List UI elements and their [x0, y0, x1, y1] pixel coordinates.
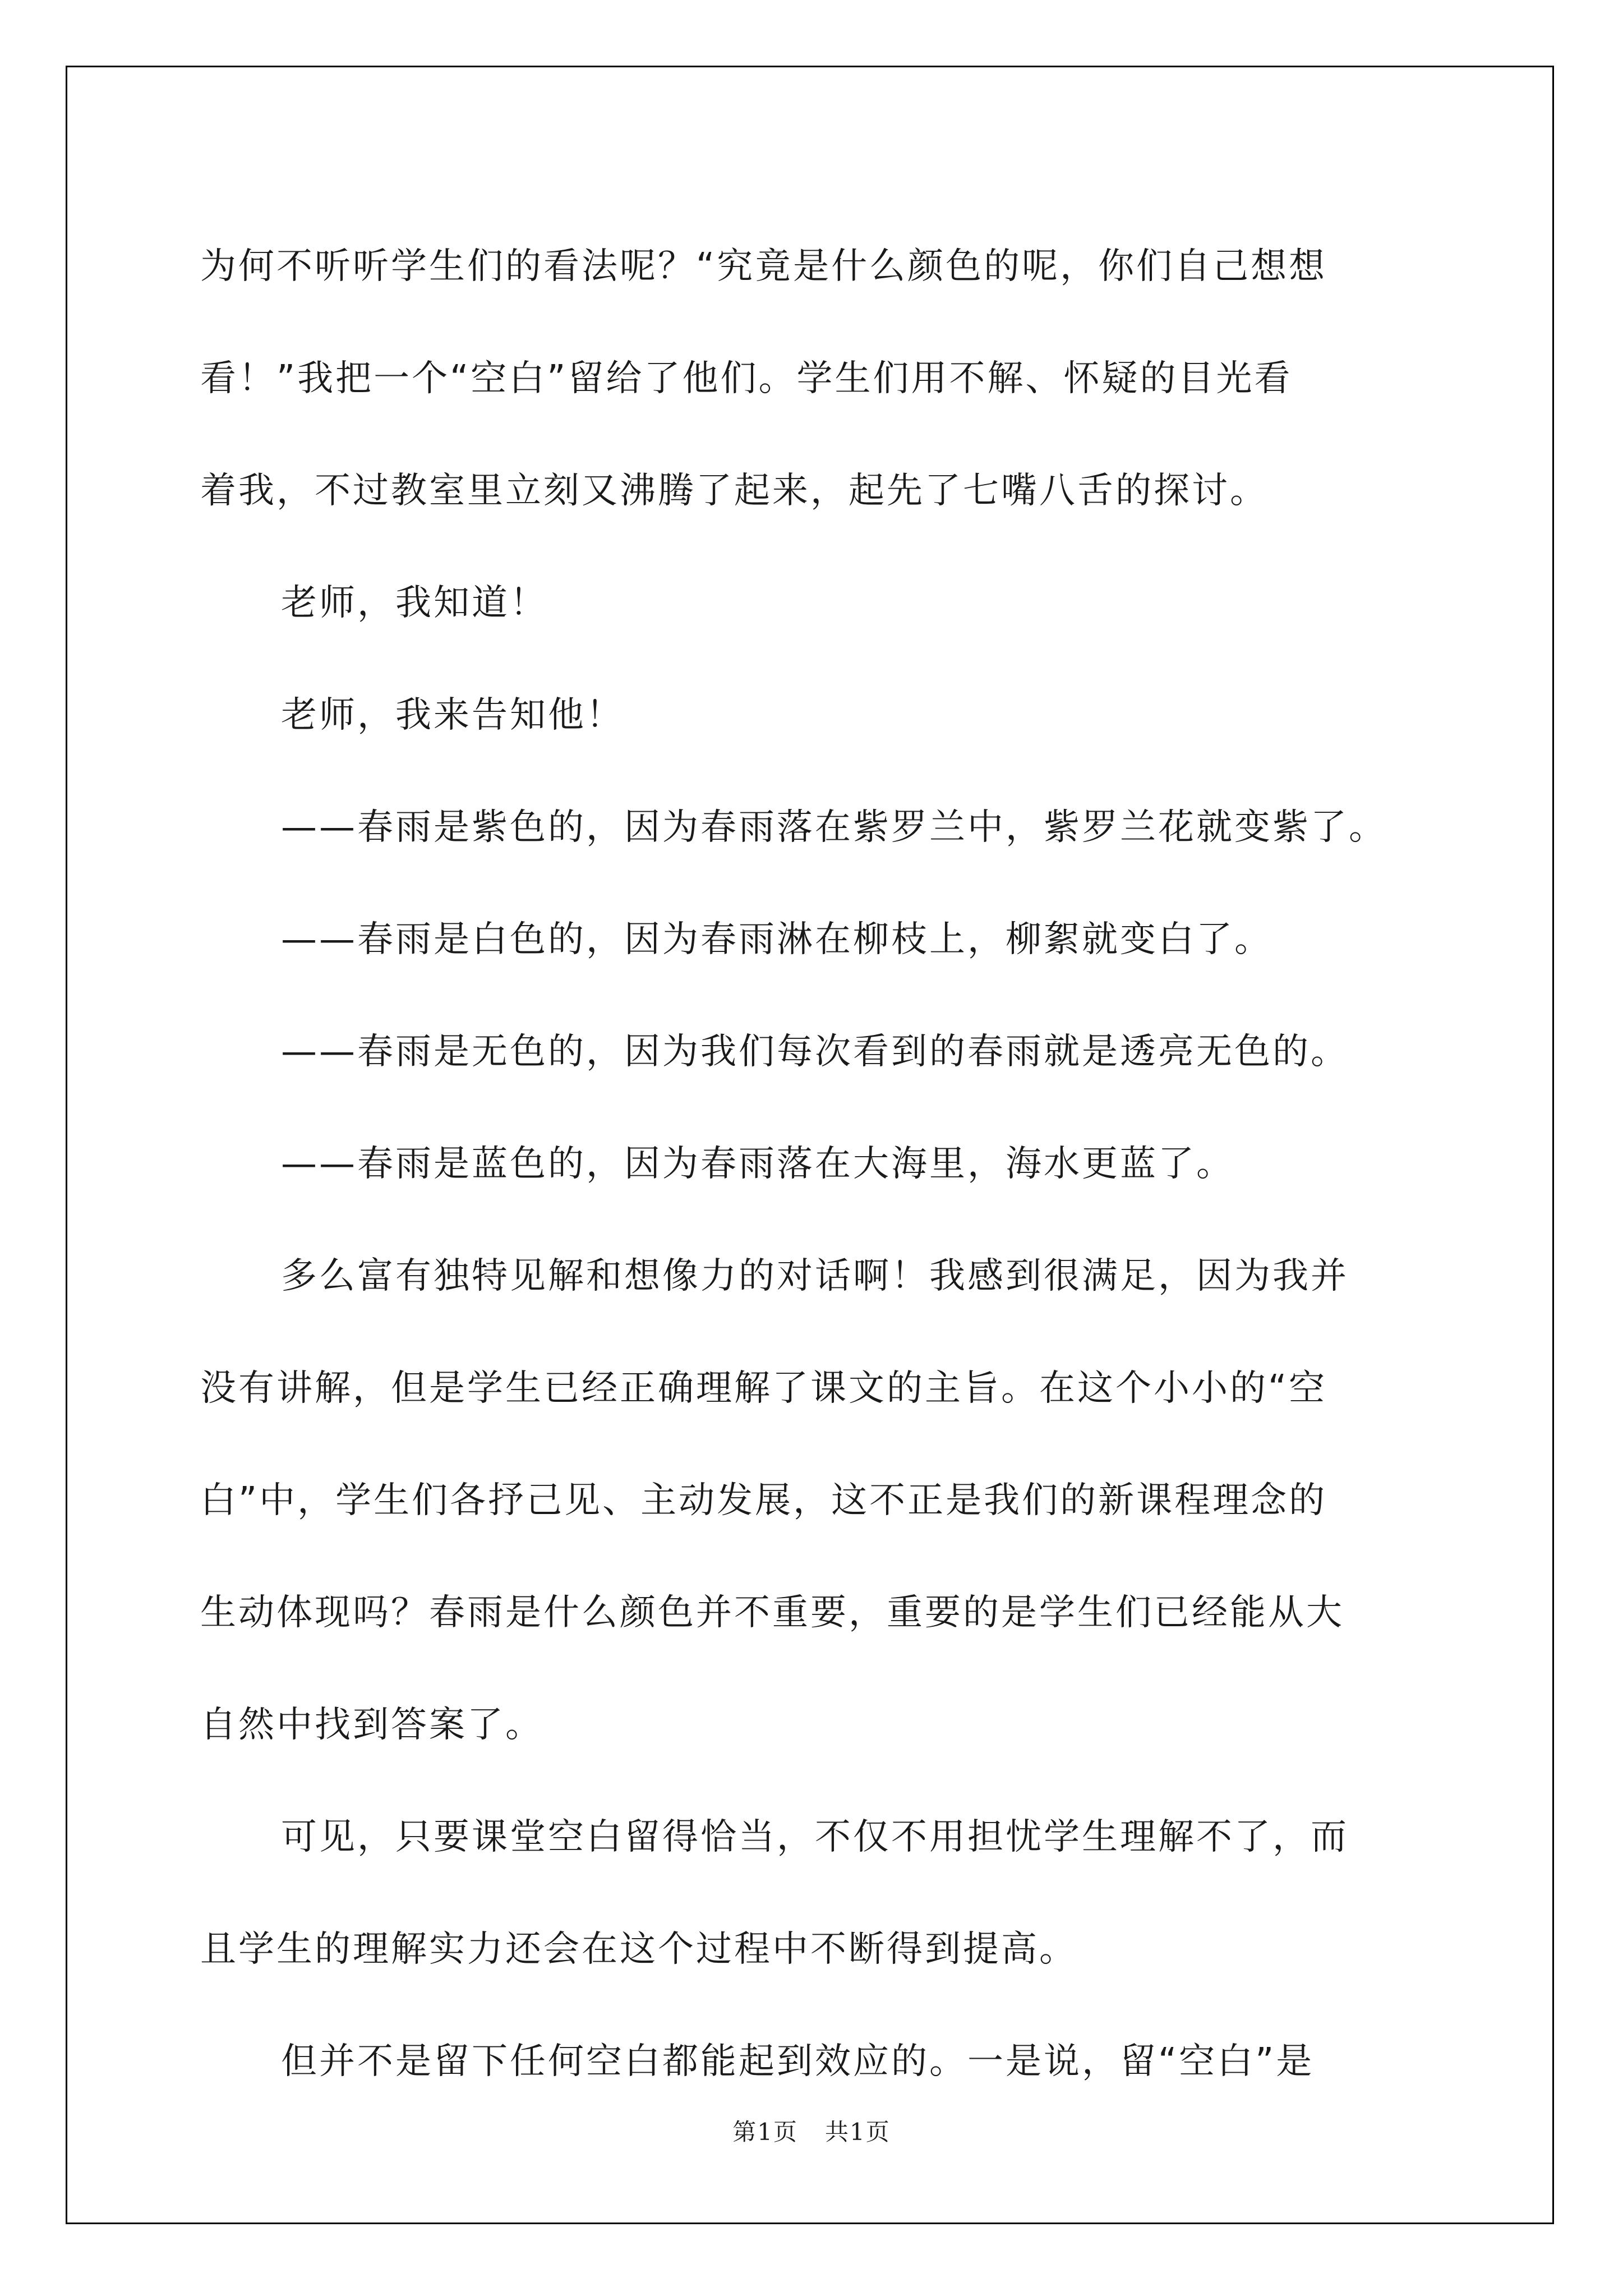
text-line: 生动体现吗？春雨是什么颜色并不重要，重要的是学生们已经能从大: [200, 1592, 1344, 1634]
text-line: 可见，只要课堂空白留得恰当，不仅不用担忧学生理解不了，而: [281, 1816, 1349, 1858]
page-footer: [0, 2114, 1623, 2147]
text-line: 没有讲解，但是学生已经正确理解了课文的主旨。在这个小小的“空: [200, 1368, 1327, 1409]
text-line: ——春雨是蓝色的，因为春雨落在大海里，海水更蓝了。: [281, 1143, 1234, 1185]
text-line: 着我，不过教室里立刻又沸腾了起来，起先了七嘴八舌的探讨。: [200, 470, 1268, 512]
page-total: 共1页: [825, 2118, 891, 2146]
text-line: 看！”我把一个“空白”留给了他们。学生们用不解、怀疑的目光看: [200, 358, 1293, 399]
text-line: 但并不是留下任何空白都能起到效应的。一是说，留“空白”是: [281, 2041, 1315, 2082]
text-line: 老师，我知道！: [281, 582, 548, 624]
text-line: 老师，我来告知他！: [281, 694, 624, 736]
document-body: [200, 210, 1473, 2118]
text-line: ——春雨是无色的，因为我们每次看到的春雨就是透亮无色的。: [281, 1031, 1349, 1073]
text-line: 且学生的理解实力还会在这个过程中不断得到提高。: [200, 1929, 1077, 1970]
text-line: 白”中，学生们各抒己见、主动发展，这不正是我们的新课程理念的: [200, 1480, 1327, 1521]
text-line: 自然中找到答案了。: [200, 1704, 543, 1746]
text-line: ——春雨是紫色的，因为春雨落在紫罗兰中，紫罗兰花就变紫了。: [281, 807, 1387, 848]
page-number: 第1页: [732, 2118, 798, 2146]
text-line: 多么富有独特见解和想像力的对话啊！我感到很满足，因为我并: [281, 1255, 1349, 1297]
text-line: ——春雨是白色的，因为春雨淋在柳枝上，柳絮就变白了。: [281, 919, 1272, 960]
text-line: 为何不听听学生们的看法呢？“究竟是什么颜色的呢，你们自己想想: [200, 246, 1327, 287]
